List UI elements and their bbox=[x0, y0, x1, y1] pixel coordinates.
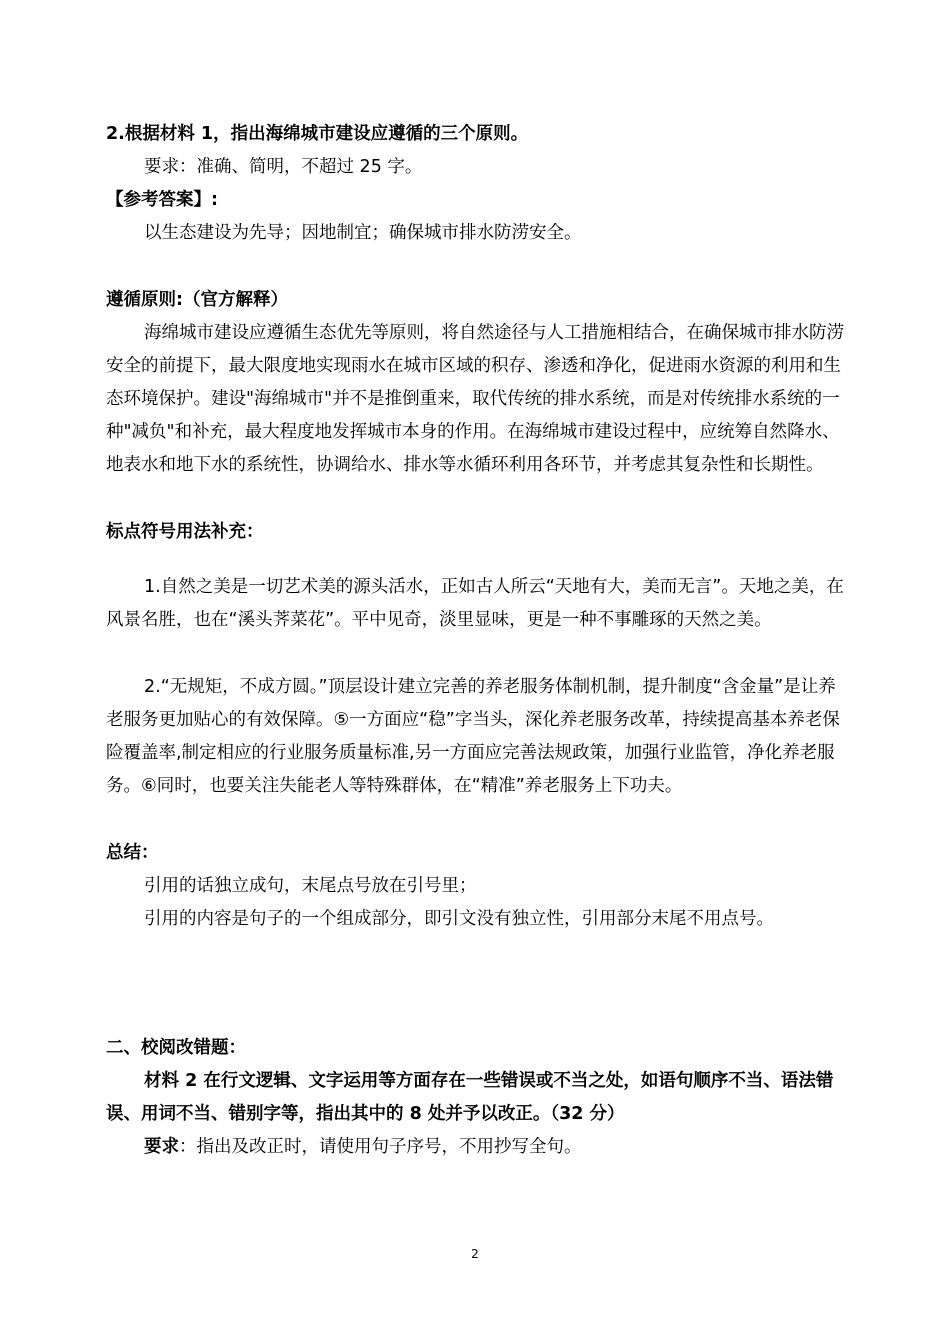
section-2-task: 材料 2 在行文逻辑、文字运用等方面存在一些错误或不当之处，如语句顺序不当、语法错误、用词不当、错别字等，指出其中的 8 处并予以改正。（32 分） bbox=[106, 1071, 834, 1124]
spacer bbox=[106, 250, 846, 284]
spacer bbox=[106, 637, 846, 671]
summary-line-2: 引用的内容是句子的一个组成部分，即引文没有独立性，引用部分末尾不用点号。 bbox=[144, 909, 774, 929]
spacer bbox=[106, 936, 846, 1032]
summary-line-1: 引用的话独立成句，末尾点号放在引号里； bbox=[144, 876, 477, 896]
answer-text: 以生态建设为先导；因地制宜；确保城市排水防涝安全。 bbox=[144, 223, 582, 243]
page-number: 2 bbox=[471, 1247, 479, 1261]
punctuation-example-2: 2.“无规矩，不成方圆。”顶层设计建立完善的养老服务体制机制，提升制度“含金量”是让养老服务更加贴心的有效保障。⑤一方面应“稳”字当头，深化养老服务改革，持续提高基本养老保险覆盖率,制定相应的行业服务质量标准,另一方面应完善法规政策，加强行业监管，净化养老服务。⑥同时，也要关注失能老人等特殊群体，在“精准”养老服务上下功夫。 bbox=[106, 677, 840, 796]
requirement-text: ：指出及改正时，请使用句子序号，不用抄写全句。 bbox=[179, 1137, 582, 1157]
section-2-requirement bbox=[106, 1131, 846, 1164]
question-2-title: 2.根据材料 1，指出海绵城市建设应遵循的三个原则。 bbox=[106, 124, 529, 144]
punctuation-heading: 标点符号用法补充： bbox=[106, 522, 264, 542]
answer-heading: 【参考答案】: bbox=[106, 190, 218, 210]
spacer bbox=[106, 482, 846, 516]
spacer bbox=[106, 803, 846, 837]
principles-heading: 遵循原则:（官方解释） bbox=[106, 290, 288, 310]
summary-heading: 总结： bbox=[106, 843, 159, 863]
document-page bbox=[106, 118, 846, 1164]
punctuation-example-1: 1.自然之美是一切艺术美的源头活水，正如古人所云“天地有大，美而无言”。天地之美，在风景名胜，也在“溪头荠菜花”。平中见奇，淡里显味，更是一种不事雕琢的天然之美。 bbox=[106, 577, 844, 630]
principles-body: 海绵城市建设应遵循生态优先等原则，将自然途径与人工措施相结合，在确保城市排水防涝安全的前提下，最大限度地实现雨水在城市区域的积存、渗透和净化，促进雨水资源的利用和生态环境保护。建设"海绵城市"并不是推倒重来，取代传统的排水系统，而是对传统排水系统的一种"减负"和补充，最大程度地发挥城市本身的作用。在海绵城市建设过程中，应统筹自然降水、地表水和地下水的系统性，协调给水、排水等水循环利用各环节，并考虑其复杂性和长期性。 bbox=[106, 323, 844, 475]
requirement-label: 要求 bbox=[144, 1137, 179, 1157]
question-2-requirement: 要求：准确、简明，不超过 25 字。 bbox=[144, 157, 423, 177]
spacer bbox=[106, 549, 846, 571]
section-2-heading: 二、校阅改错题： bbox=[106, 1038, 246, 1058]
